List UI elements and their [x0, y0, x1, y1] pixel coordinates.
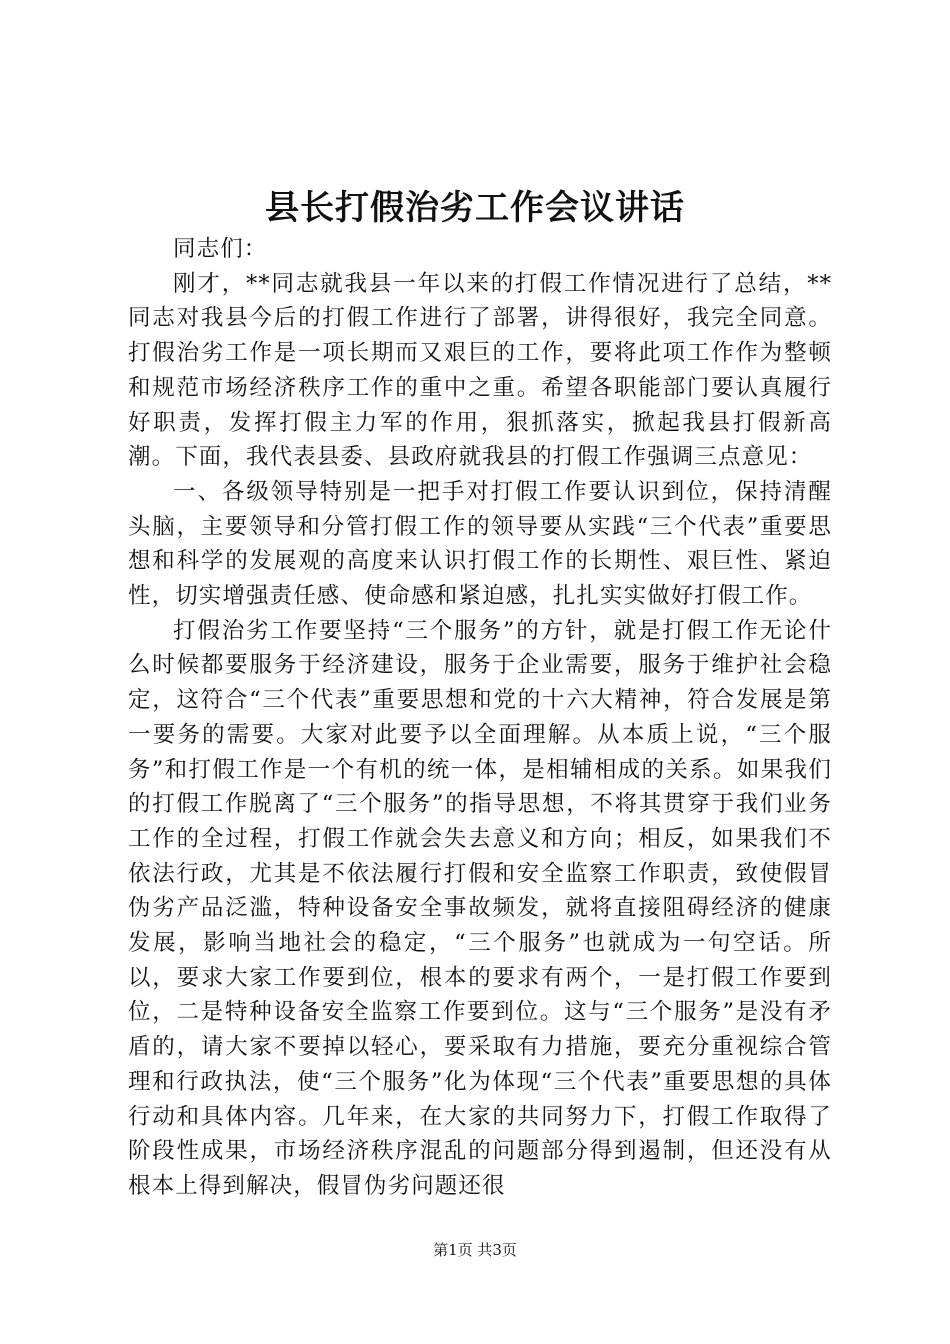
paragraph-2: 一、各级领导特别是一把手对打假工作要认识到位，保持清醒头脑，主要领导和分管打假工作的领导要从实践“三个代表”重要思想和科学的发展观的高度来认识打假工作的长期性、艰巨性、紧迫性，切实增强责任感、使命感和紧迫感，扎扎实实做好打假工作。 [128, 478, 832, 610]
page-footer [0, 1240, 950, 1260]
document-body [128, 232, 832, 1204]
salutation: 同志们： [173, 236, 268, 262]
page-number-indicator: 第1页 共3页 [433, 1241, 517, 1259]
paragraph-3: 打假治劣工作要坚持“三个服务”的方针，就是打假工作无论什么时候都要服务于经济建设，服务于企业需要，服务于维护社会稳定，这符合“三个代表”重要思想和党的十六大精神，符合发展是第一要务的需要。大家对此要予以全面理解。从本质上说，“三个服务”和打假工作是一个有机的统一体，是相辅相成的关系。如果我们的打假工作脱离了“三个服务”的指导思想，不将其贯穿于我们业务工作的全过程，打假工作就会失去意义和方向；相反，如果我们不依法行政，尤其是不依法履行打假和安全监察工作职责，致使假冒伪劣产品泛滥，特种设备安全事故频发，就将直接阻碍经济的健康发展，影响当地社会的稳定，“三个服务”也就成为一句空话。所以，要求大家工作要到位，根本的要求有两个，一是打假工作要到位，二是特种设备安全监察工作要到位。这与“三个服务”是没有矛盾的，请大家不要掉以轻心，要采取有力措施，要充分重视综合管理和行政执法，使“三个服务”化为体现“三个代表”重要思想的具体行动和具体内容。几年来，在大家的共同努力下，打假工作取得了阶段性成果，市场经济秩序混乱的问题部分得到遏制，但还没有从根本上得到解决，假冒伪劣问题还很 [128, 617, 832, 1199]
paragraph-1: 刚才，**同志就我县一年以来的打假工作情况进行了总结，**同志对我县今后的打假工作进行了部署，讲得很好，我完全同意。打假治劣工作是一项长期而又艰巨的工作，要将此项工作作为整顿和规范市场经济秩序工作的重中之重。希望各职能部门要认真履行好职责，发挥打假主力军的作用，狠抓落实，掀起我县打假新高潮。下面，我代表县委、县政府就我县的打假工作强调三点意见： [128, 270, 832, 471]
document-title: 县长打假治劣工作会议讲话 [265, 188, 685, 228]
